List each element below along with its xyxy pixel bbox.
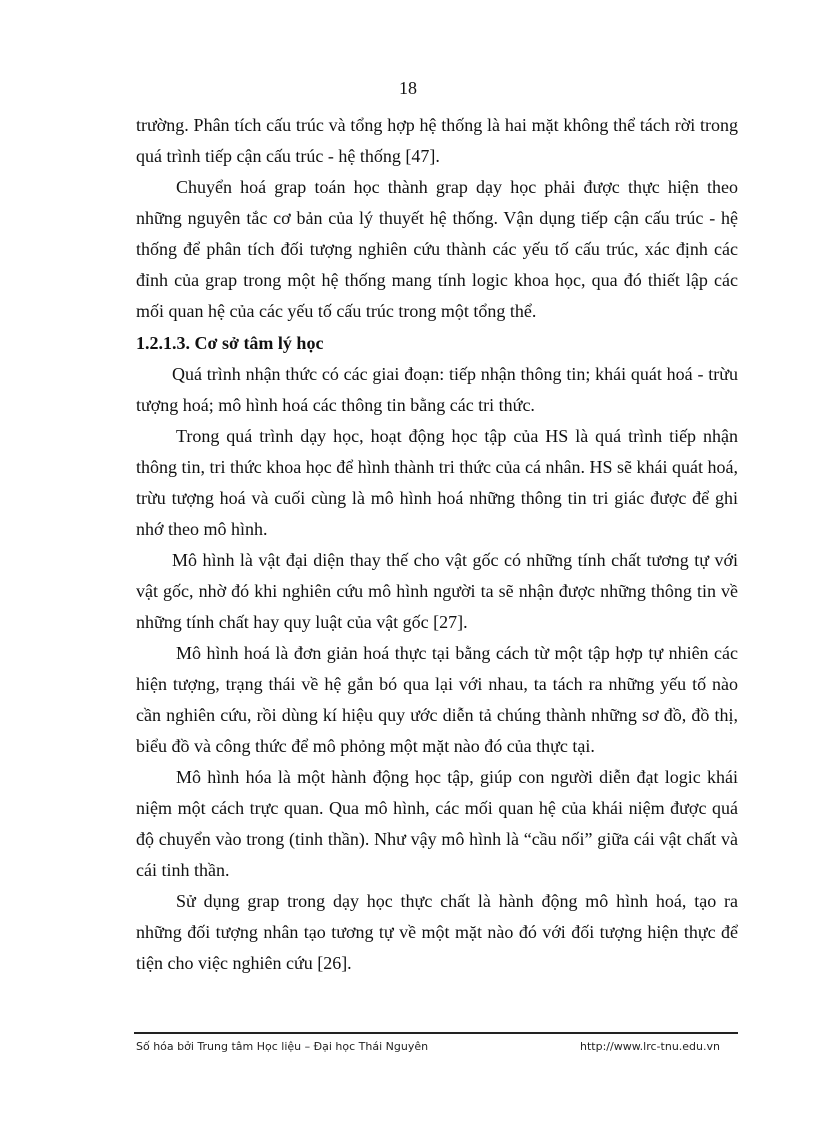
paragraph-grap-usage: Sử dụng grap trong dạy học thực chất là hành động mô hình hoá, tạo ra những đối tượng nhân tạo tương tự về một mặt nào đó với đối tượng hiện thực để tiện cho việc nghiên cứu [26].	[136, 891, 738, 973]
paragraph-grap-conversion: Chuyển hoá grap toán học thành grap dạy học phải được thực hiện theo những nguyên tắc cơ bản của lý thuyết hệ thống. Vận dụng tiếp cận cấu trúc - hệ thống để phân tích đối tượng nghiên cứu thành các yếu tố cấu trúc, xác định các đỉnh của grap trong một hệ thống mang tính logic khoa học, qua đó thiết lập các mối quan hệ của các yếu tố cấu trúc trong một tổng thể.	[136, 177, 738, 321]
footer-url[interactable]: http://www.lrc-tnu.edu.vn	[580, 1040, 720, 1053]
paragraph-learning-activity: Trong quá trình dạy học, hoạt động học tập của HS là quá trình tiếp nhận thông tin, tri thức khoa học để hình thành tri thức của cá nhân. HS sẽ khái quát hoá, trừu tượng hoá và cuối cùng là mô hình hoá những thông tin tri giác được để ghi nhớ theo mô hình.	[136, 426, 738, 539]
page-number: 18	[399, 78, 417, 98]
paragraph-modeling-action: Mô hình hóa là một hành động học tập, giúp con người diễn đạt logic khái niệm một cách trực quan. Qua mô hình, các mối quan hệ của khái niệm được quá độ chuyển vào trong (tinh thần). Như vậy mô hình là “cầu nối” giữa cái vật chất và cái tinh thần.	[136, 767, 738, 880]
paragraph-modeling-definition: Mô hình hoá là đơn giản hoá thực tại bằng cách từ một tập hợp tự nhiên các hiện tượng, trạng thái về hệ gắn bó qua lại với nhau, ta tách ra những yếu tố nào cần nghiên cứu, rồi dùng kí hiệu quy ước diễn tả chúng thành những sơ đồ, đồ thị, biểu đồ và công thức để mô phỏng một mặt nào đó của thực tại.	[136, 643, 738, 756]
document-body	[136, 110, 738, 979]
section-heading: 1.2.1.3. Cơ sở tâm lý học	[136, 333, 324, 353]
footer-divider	[134, 1032, 738, 1034]
paragraph-cognition-process: Quá trình nhận thức có các giai đoạn: tiếp nhận thông tin; khái quát hoá - trừu tượng hoá; mô hình hoá các thông tin bằng các tri thức.	[136, 364, 738, 415]
footer-source-text: Số hóa bởi Trung tâm Học liệu – Đại học Thái Nguyên	[136, 1040, 429, 1053]
paragraph-model-definition: Mô hình là vật đại diện thay thế cho vật gốc có những tính chất tương tự với vật gốc, nhờ đó khi nghiên cứu mô hình người ta sẽ nhận được những thông tin về những tính chất hay quy luật của vật gốc [27].	[136, 550, 738, 632]
paragraph-continuation: trường. Phân tích cấu trúc và tổng hợp hệ thống là hai mặt không thể tách rời trong quá trình tiếp cận cấu trúc - hệ thống [47].	[136, 115, 738, 166]
